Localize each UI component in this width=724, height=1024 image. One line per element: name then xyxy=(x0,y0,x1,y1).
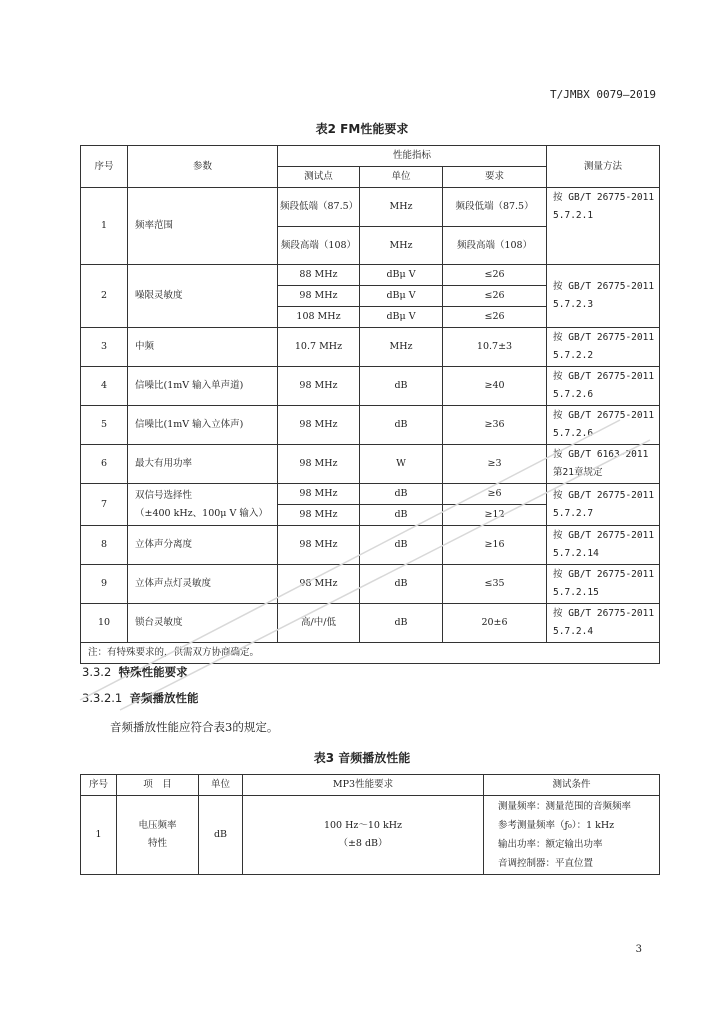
document-id: T/JMBX 0079—2019 xyxy=(550,88,656,101)
row-point: 高/中/低 xyxy=(278,604,360,643)
page-number: 3 xyxy=(635,944,642,955)
row-mp3: 100 Hz～10 kHz （±8 dB） xyxy=(243,796,484,875)
table-row xyxy=(81,565,660,604)
row-unit: dB xyxy=(199,796,243,875)
table2-fm-performance xyxy=(80,145,660,664)
row-unit: MHz xyxy=(360,227,443,265)
th-mp3: MP3性能要求 xyxy=(243,775,484,796)
table-row xyxy=(81,188,660,227)
row-unit: dB xyxy=(360,565,443,604)
table-row xyxy=(81,406,660,445)
row-no: 8 xyxy=(81,526,128,565)
th-method: 测量方法 xyxy=(547,146,660,188)
row-method: 按 GB/T 26775-2011 5.7.2.6 xyxy=(547,367,660,406)
row-param: 立体声点灯灵敏度 xyxy=(128,565,278,604)
row-param: 双信号选择性 （±400 kHz、100μ V 输入） xyxy=(128,484,278,526)
table-row xyxy=(81,367,660,406)
table-row xyxy=(81,445,660,484)
row-point: 98 MHz xyxy=(278,565,360,604)
th-item: 项 目 xyxy=(117,775,199,796)
row-unit: dBμ V xyxy=(360,265,443,286)
row-param: 立体声分离度 xyxy=(128,526,278,565)
row-method: 按 GB/T 26775-2011 5.7.2.3 xyxy=(547,265,660,328)
row-point: 98 MHz xyxy=(278,367,360,406)
row-req: ≤26 xyxy=(443,265,547,286)
row-method: 按 GB/T 26775-2011 5.7.2.1 xyxy=(547,188,660,265)
th-point: 测试点 xyxy=(278,167,360,188)
table-row xyxy=(81,484,660,505)
row-no: 1 xyxy=(81,796,117,875)
th-param: 参数 xyxy=(128,146,278,188)
row-no: 10 xyxy=(81,604,128,643)
row-req: 频段高端（108） xyxy=(443,227,547,265)
row-req: ≤35 xyxy=(443,565,547,604)
row-param: 频率范围 xyxy=(128,188,278,265)
row-point: 98 MHz xyxy=(278,286,360,307)
table-row xyxy=(81,328,660,367)
row-no: 3 xyxy=(81,328,128,367)
table3-audio-playback xyxy=(80,774,660,875)
row-unit: dB xyxy=(360,367,443,406)
row-unit: MHz xyxy=(360,328,443,367)
row-unit: dB xyxy=(360,406,443,445)
row-unit: dB xyxy=(360,484,443,505)
row-no: 4 xyxy=(81,367,128,406)
row-unit: dBμ V xyxy=(360,286,443,307)
table-row xyxy=(81,604,660,643)
row-method: 按 GB/T 26775-2011 5.7.2.6 xyxy=(547,406,660,445)
row-point: 10.7 MHz xyxy=(278,328,360,367)
row-method: 按 GB/T 6163-2011 第21章规定 xyxy=(547,445,660,484)
row-point: 98 MHz xyxy=(278,505,360,526)
table-row xyxy=(81,796,660,875)
row-method: 按 GB/T 26775-2011 5.7.2.4 xyxy=(547,604,660,643)
row-point: 频段低端（87.5） xyxy=(278,188,360,227)
section-3-3-2-1: 3.3.2.1 音频播放性能 xyxy=(82,691,199,705)
body-paragraph: 音频播放性能应符合表3的规定。 xyxy=(110,720,279,734)
row-param: 中频 xyxy=(128,328,278,367)
th-cond: 测试条件 xyxy=(484,775,660,796)
row-point: 98 MHz xyxy=(278,526,360,565)
row-req: ≤26 xyxy=(443,286,547,307)
table-row xyxy=(81,265,660,286)
row-req: 10.7±3 xyxy=(443,328,547,367)
row-point: 98 MHz xyxy=(278,484,360,505)
row-param: 锁台灵敏度 xyxy=(128,604,278,643)
row-req: ≤26 xyxy=(443,307,547,328)
row-unit: dB xyxy=(360,604,443,643)
row-no: 2 xyxy=(81,265,128,328)
table2-note: 注：有特殊要求的，供需双方协商确定。 xyxy=(81,643,660,664)
row-point: 频段高端（108） xyxy=(278,227,360,265)
row-unit: dBμ V xyxy=(360,307,443,328)
row-point: 98 MHz xyxy=(278,445,360,484)
row-point: 98 MHz xyxy=(278,406,360,445)
row-point: 108 MHz xyxy=(278,307,360,328)
table-row xyxy=(81,526,660,565)
table3-caption: 表3 音频播放性能 xyxy=(313,751,411,765)
row-cond: 测量频率：测量范围的音频频率 参考测量频率（ƒ₀）：1 kHz 输出功率：额定输出功率 音调控制器：平直位置 xyxy=(484,796,660,875)
row-req: ≥16 xyxy=(443,526,547,565)
row-unit: W xyxy=(360,445,443,484)
row-item: 电压频率 特性 xyxy=(117,796,199,875)
row-req: ≥12 xyxy=(443,505,547,526)
row-method: 按 GB/T 26775-2011 5.7.2.7 xyxy=(547,484,660,526)
row-method: 按 GB/T 26775-2011 5.7.2.15 xyxy=(547,565,660,604)
row-unit: dB xyxy=(360,526,443,565)
th-unit: 单位 xyxy=(199,775,243,796)
section-3-3-2: 3.3.2 特殊性能要求 xyxy=(82,665,188,679)
row-unit: MHz xyxy=(360,188,443,227)
row-no: 7 xyxy=(81,484,128,526)
th-perf: 性能指标 xyxy=(278,146,547,167)
row-no: 6 xyxy=(81,445,128,484)
row-method: 按 GB/T 26775-2011 5.7.2.2 xyxy=(547,328,660,367)
th-no: 序号 xyxy=(81,775,117,796)
row-req: 频段低端（87.5） xyxy=(443,188,547,227)
row-point: 88 MHz xyxy=(278,265,360,286)
th-unit: 单位 xyxy=(360,167,443,188)
row-req: ≥36 xyxy=(443,406,547,445)
row-param: 最大有用功率 xyxy=(128,445,278,484)
row-req: ≥3 xyxy=(443,445,547,484)
row-param: 信噪比(1mV 输入立体声) xyxy=(128,406,278,445)
row-req: ≥6 xyxy=(443,484,547,505)
row-unit: dB xyxy=(360,505,443,526)
row-param: 信噪比(1mV 输入单声道) xyxy=(128,367,278,406)
row-param: 噪限灵敏度 xyxy=(128,265,278,328)
row-no: 5 xyxy=(81,406,128,445)
table2-caption: 表2 FM性能要求 xyxy=(315,122,409,136)
row-req: ≥40 xyxy=(443,367,547,406)
row-no: 9 xyxy=(81,565,128,604)
row-no: 1 xyxy=(81,188,128,265)
th-req: 要求 xyxy=(443,167,547,188)
row-req: 20±6 xyxy=(443,604,547,643)
th-no: 序号 xyxy=(81,146,128,188)
row-method: 按 GB/T 26775-2011 5.7.2.14 xyxy=(547,526,660,565)
